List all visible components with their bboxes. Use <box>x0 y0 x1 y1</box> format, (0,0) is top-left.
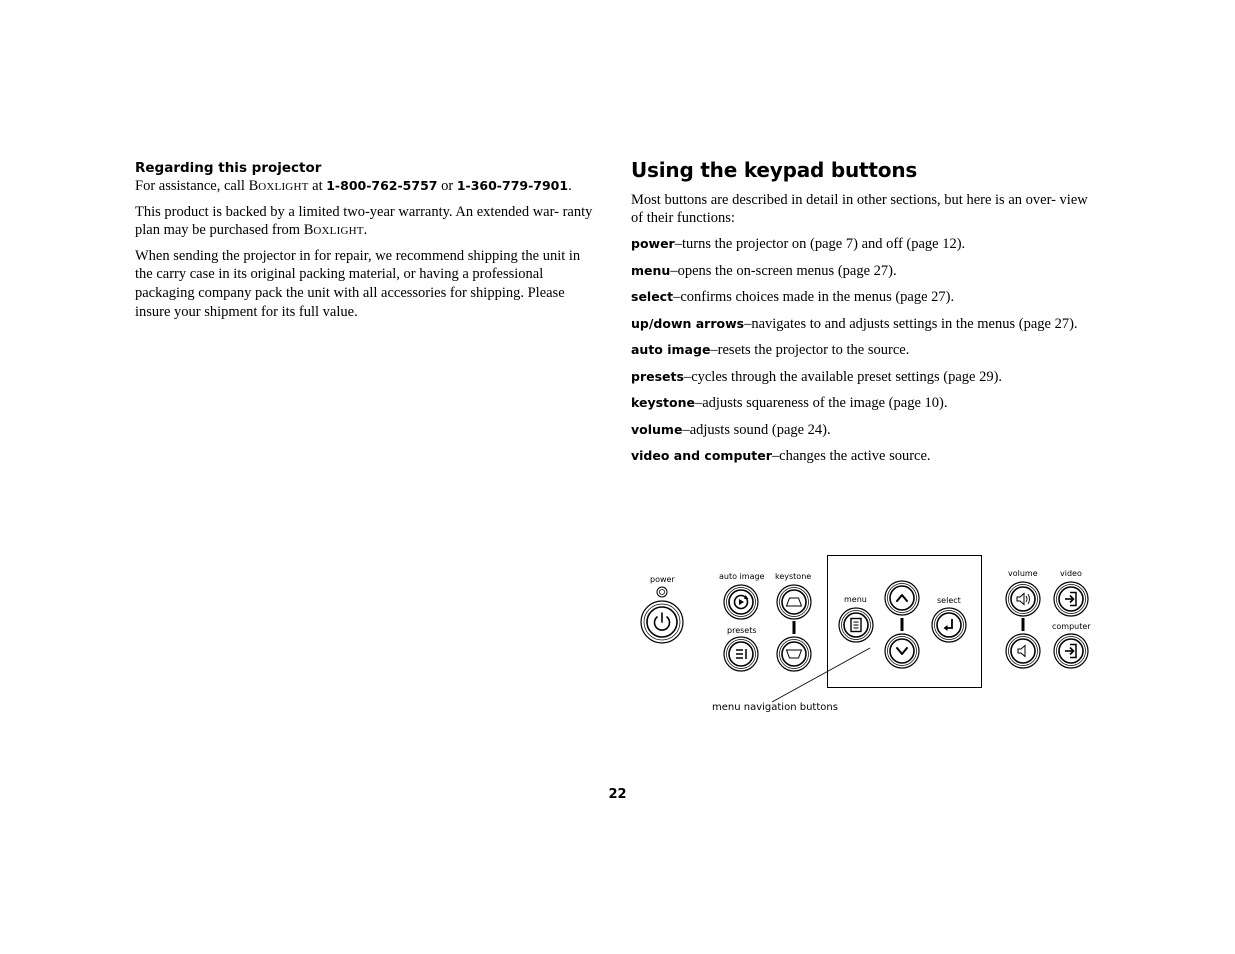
warranty-paragraph <box>135 203 600 241</box>
volume-up-icon[interactable] <box>1006 582 1040 616</box>
auto-image-label: auto image <box>719 572 765 581</box>
button-term: power <box>631 236 675 251</box>
button-term: video and computer <box>631 448 772 463</box>
computer-icon[interactable] <box>1054 634 1088 668</box>
section-heading: Regarding this projector <box>135 160 322 176</box>
button-term: menu <box>631 262 671 278</box>
volume-label: volume <box>1008 569 1038 578</box>
keystone-up-icon[interactable] <box>777 585 811 619</box>
volume-down-icon[interactable] <box>1006 634 1040 668</box>
video-icon[interactable] <box>1054 582 1088 616</box>
video-label: video <box>1060 569 1082 578</box>
assistance-or: or <box>437 178 457 194</box>
assistance-end: . <box>568 178 572 194</box>
select-icon[interactable] <box>932 608 966 642</box>
button-term: presets <box>631 368 684 384</box>
button-description <box>631 368 1101 386</box>
power-icon[interactable] <box>641 601 683 643</box>
presets-icon[interactable] <box>724 637 758 671</box>
select-label: select <box>937 596 961 605</box>
left-column <box>135 159 600 321</box>
button-desc: –opens the on-screen menus (page 27). <box>670 262 897 279</box>
button-description <box>631 315 1101 333</box>
button-description <box>631 288 1101 306</box>
phone-number-2: 1-360-779-7901 <box>456 178 569 193</box>
button-term: keystone <box>631 395 695 410</box>
brand-name: OXLIGHT <box>258 181 309 193</box>
assistance-at: at <box>308 178 327 194</box>
down-arrow-icon[interactable] <box>885 634 919 668</box>
button-description <box>631 394 1101 412</box>
power-label: power <box>650 575 675 584</box>
button-desc: –adjusts sound (page 24). <box>682 421 831 438</box>
warranty-text: This product is backed by a limited two-year warranty. An extended war- ranty plan may be purchased from <box>135 203 593 239</box>
up-arrow-icon[interactable] <box>885 581 919 615</box>
button-desc: –resets the projector to the source. <box>710 342 910 358</box>
button-desc: –turns the projector on (page 7) and off (page 12). <box>674 236 966 252</box>
button-term: up/down arrows <box>631 315 745 331</box>
keypad-diagram <box>630 548 1100 723</box>
auto-image-icon[interactable] <box>724 585 758 619</box>
brand-initial: B <box>248 178 259 194</box>
assistance-paragraph <box>135 177 600 197</box>
button-term: volume <box>631 421 683 437</box>
button-desc: –cycles through the available preset settings (page 29). <box>683 368 1003 385</box>
button-desc: –navigates to and adjusts settings in the menus (page 27). <box>744 315 1078 332</box>
brand-initial: B <box>303 222 314 239</box>
button-description <box>631 421 1101 439</box>
brand-name: OXLIGHT <box>313 225 364 238</box>
computer-label: computer <box>1052 622 1091 631</box>
button-desc: –changes the active source. <box>771 448 931 464</box>
phone-number-1: 1-800-762-5757 <box>326 178 438 193</box>
button-description <box>631 235 1101 253</box>
page-title: Using the keypad buttons <box>631 158 918 182</box>
button-desc: –confirms choices made in the menus (page 27). <box>673 289 955 305</box>
intro-paragraph: Most buttons are described in detail in other sections, but here is an over- view of their functions: <box>631 192 1088 226</box>
assistance-text: For assistance, call <box>135 178 249 194</box>
right-column <box>631 156 1101 474</box>
button-description <box>631 447 1101 465</box>
keystone-down-icon[interactable] <box>777 637 811 671</box>
button-description <box>631 262 1101 280</box>
button-desc: –adjusts squareness of the image (page 10). <box>694 395 948 411</box>
button-term: auto image <box>631 342 711 357</box>
menu-navigation-caption: menu navigation buttons <box>712 702 838 713</box>
keystone-label: keystone <box>775 572 812 581</box>
warranty-end: . <box>363 222 368 239</box>
button-description <box>631 341 1101 359</box>
repair-paragraph: When sending the projector in for repair, we recommend shipping the unit in the carry case in its original packing material, or having a professional packaging company pack the unit with all accessories for shipping. Please insure your shipment for its full value. <box>135 247 581 320</box>
power-indicator-icon <box>657 587 667 597</box>
presets-label: presets <box>727 626 757 635</box>
page-number: 22 <box>608 787 627 802</box>
button-term: select <box>631 289 674 304</box>
menu-icon[interactable] <box>839 608 873 642</box>
menu-label: menu <box>844 595 867 604</box>
